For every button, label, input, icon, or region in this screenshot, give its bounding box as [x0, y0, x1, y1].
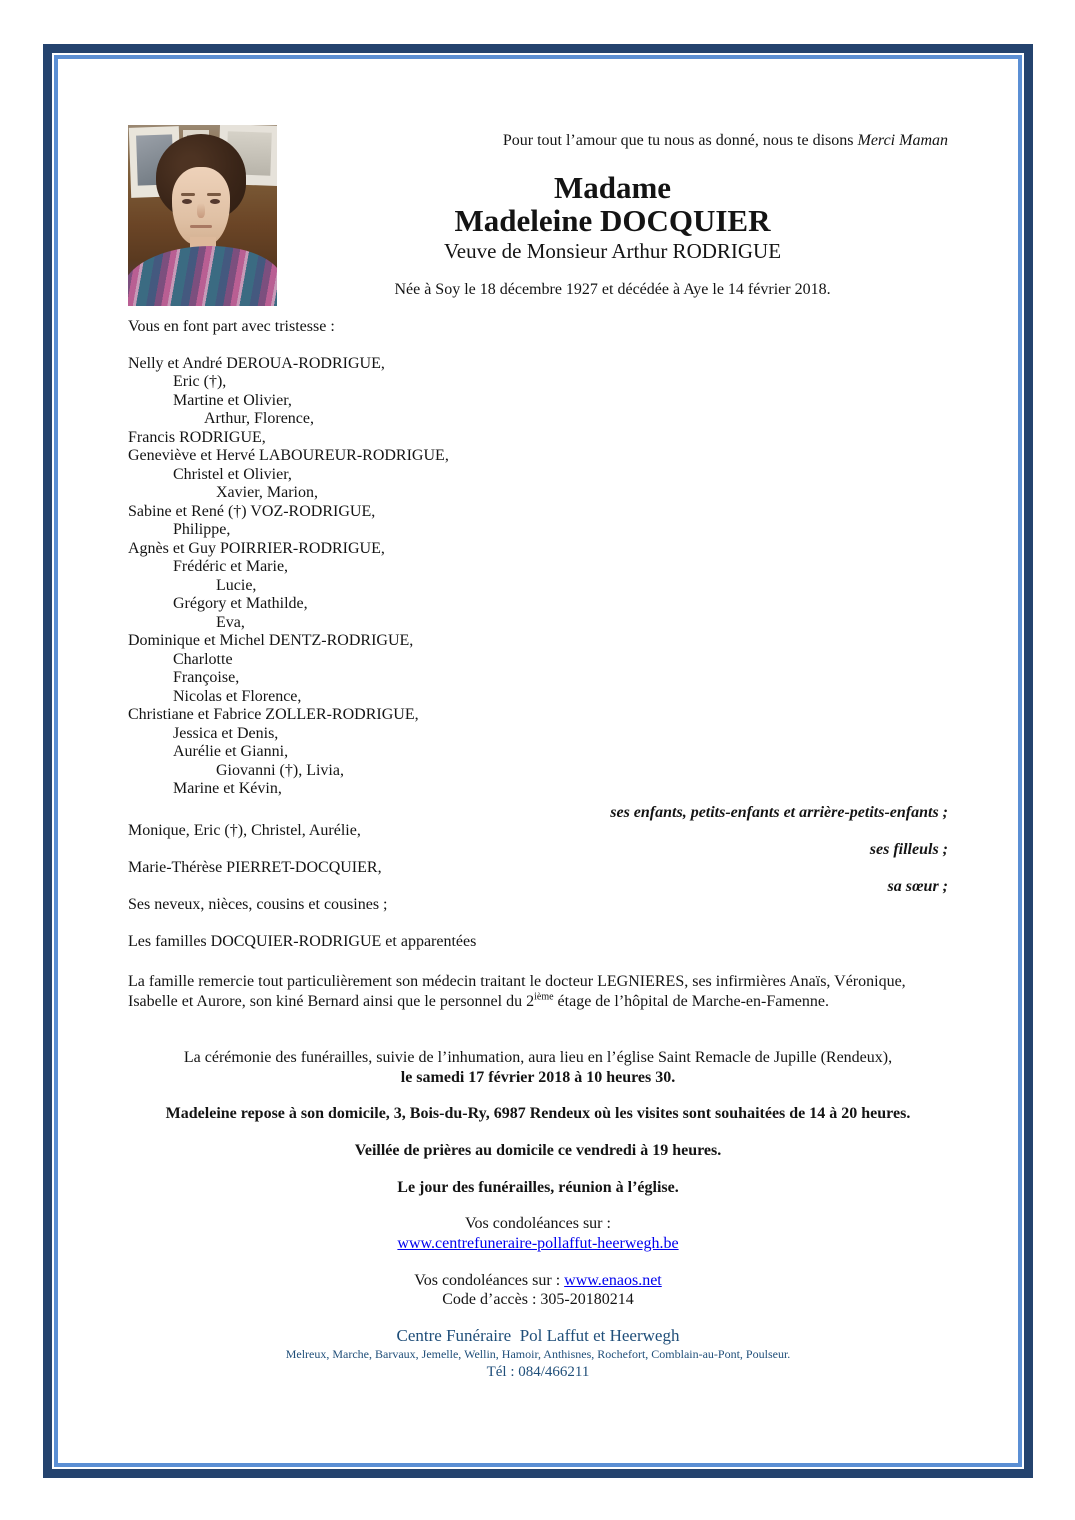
relation-sister-label: sa sœur ;	[887, 877, 948, 895]
relation-godchildren-label: ses filleuls ;	[869, 840, 948, 858]
deceased-name: Madeleine DOCQUIER	[454, 202, 771, 238]
thanks-line2-end: étage de l’hôpital de Marche-en-Famenne.	[553, 993, 829, 1010]
condolences-label: Vos condoléances sur :	[465, 1215, 611, 1232]
ceremony-datetime: le samedi 17 février 2018 à 10 heures 30.	[400, 1069, 676, 1086]
families-line: Les familles DOCQUIER-RODRIGUE et apparentées	[128, 932, 477, 950]
godchildren-names: Monique, Eric (†), Christel, Aurélie,	[128, 822, 361, 839]
family-list-item: Xavier, Marion,	[216, 484, 318, 501]
funeral-home-phone: Tél : 084/466211	[486, 1364, 590, 1380]
vigil-line: Veillée de prières au domicile ce vendredi à 19 heures.	[354, 1142, 722, 1159]
enaos-link[interactable]: www.enaos.net	[564, 1272, 662, 1289]
family-list-item: Grégory et Mathilde,	[173, 595, 308, 612]
memorial-quote-text: Pour tout l’amour que tu nous as donné, nous te disons	[502, 132, 858, 149]
family-list-item: Jessica et Denis,	[173, 724, 279, 742]
family-list	[128, 355, 948, 799]
portrait-eye	[182, 199, 192, 204]
header-row	[128, 125, 948, 306]
thanks-line1: La famille remercie tout particulièrement son médecin traitant le docteur LEGNIERES, ses infirmières Anaïs, Véronique,	[128, 973, 906, 990]
family-list-item: Christiane et Fabrice ZOLLER-RODRIGUE,	[128, 706, 419, 723]
portrait-eyebrow	[181, 193, 195, 196]
relatives-line: Ses neveux, nièces, cousins et cousines ;	[128, 896, 388, 913]
portrait-mouth	[190, 225, 212, 228]
family-list-item: Eva,	[216, 613, 245, 631]
family-list-item: Giovanni (†), Livia,	[216, 761, 344, 779]
ceremony-line: La cérémonie des funérailles, suivie de l’inhumation, aura lieu en l’église Saint Remacle de Jupille (Rendeux),	[183, 1049, 893, 1066]
sister-name: Marie-Thérèse PIERRET-DOCQUIER,	[128, 859, 382, 876]
family-list-item: Nelly et André DEROUA-RODRIGUE,	[128, 354, 385, 372]
thanks-superscript: ième	[534, 991, 554, 1003]
relation-children-label: ses enfants, petits-enfants et arrière-petits-enfants ;	[610, 803, 948, 821]
access-code-line: Code d’accès : 305-20180214	[442, 1291, 634, 1308]
portrait-photo	[128, 125, 277, 306]
family-list-item: Eric (†),	[173, 373, 227, 390]
title-madame: Madame	[553, 169, 672, 205]
family-list-item: Françoise,	[173, 669, 240, 686]
memorial-quote	[277, 132, 948, 151]
family-list-item: Martine et Olivier,	[173, 391, 292, 409]
card-content	[128, 125, 948, 1382]
family-list-item: Lucie,	[216, 576, 257, 594]
announcement-intro: Vous en font part avec tristesse :	[128, 318, 335, 335]
thanks-line2: Isabelle et Aurore, son kiné Bernard ainsi que le personnel du 2	[128, 993, 535, 1010]
thanks-paragraph	[128, 972, 948, 1012]
funeral-home-cities: Melreux, Marche, Barvaux, Jemelle, Wellin, Hamoir, Anthisnes, Rochefort, Comblain-au-Pont, Poulseur.	[285, 1347, 791, 1361]
family-list-item: Charlotte	[173, 650, 233, 668]
condolences-link[interactable]: www.centrefuneraire-pollaffut-heerwegh.be	[397, 1235, 679, 1252]
condolences-link-wrapper	[128, 1234, 948, 1253]
funeral-home-name: Centre Funéraire Pol Laffut et Heerwegh	[396, 1326, 680, 1345]
condolences-enaos-label: Vos condoléances sur :	[414, 1272, 565, 1289]
family-list-item: Francis RODRIGUE,	[128, 428, 266, 446]
family-list-item: Sabine et René (†) VOZ-RODRIGUE,	[128, 502, 376, 520]
condolences-enaos-line	[128, 1271, 948, 1290]
birth-death-line: Née à Soy le 18 décembre 1927 et décédée à Aye le 14 février 2018.	[394, 280, 831, 298]
family-list-item: Agnès et Guy POIRRIER-RODRIGUE,	[128, 539, 385, 557]
portrait-eye	[210, 199, 220, 204]
family-list-item: Aurélie et Gianni,	[173, 743, 289, 760]
widow-line: Veuve de Monsieur Arthur RODRIGUE	[443, 238, 782, 263]
family-list-item: Dominique et Michel DENTZ-RODRIGUE,	[128, 632, 414, 649]
funeral-day-line: Le jour des funérailles, réunion à l’église.	[397, 1179, 679, 1196]
family-list-item: Nicolas et Florence,	[173, 687, 302, 705]
memorial-quote-italic: Merci Maman	[857, 132, 948, 149]
portrait-blouse	[128, 246, 277, 306]
family-list-item: Marine et Kévin,	[173, 780, 282, 797]
portrait-face	[172, 167, 230, 245]
family-list-item: Geneviève et Hervé LABOUREUR-RODRIGUE,	[128, 447, 449, 464]
family-list-item: Philippe,	[173, 521, 231, 538]
family-list-item: Arthur, Florence,	[204, 410, 314, 427]
portrait-nose	[197, 203, 205, 218]
family-list-item: Christel et Olivier,	[173, 465, 292, 483]
portrait-eyebrow	[207, 193, 221, 196]
header-text-block	[277, 125, 948, 299]
repose-line: Madeleine repose à son domicile, 3, Bois-du-Ry, 6987 Rendeux où les visites sont souhaitées de 14 à 20 heures.	[165, 1105, 911, 1122]
family-list-item: Frédéric et Marie,	[173, 558, 289, 575]
